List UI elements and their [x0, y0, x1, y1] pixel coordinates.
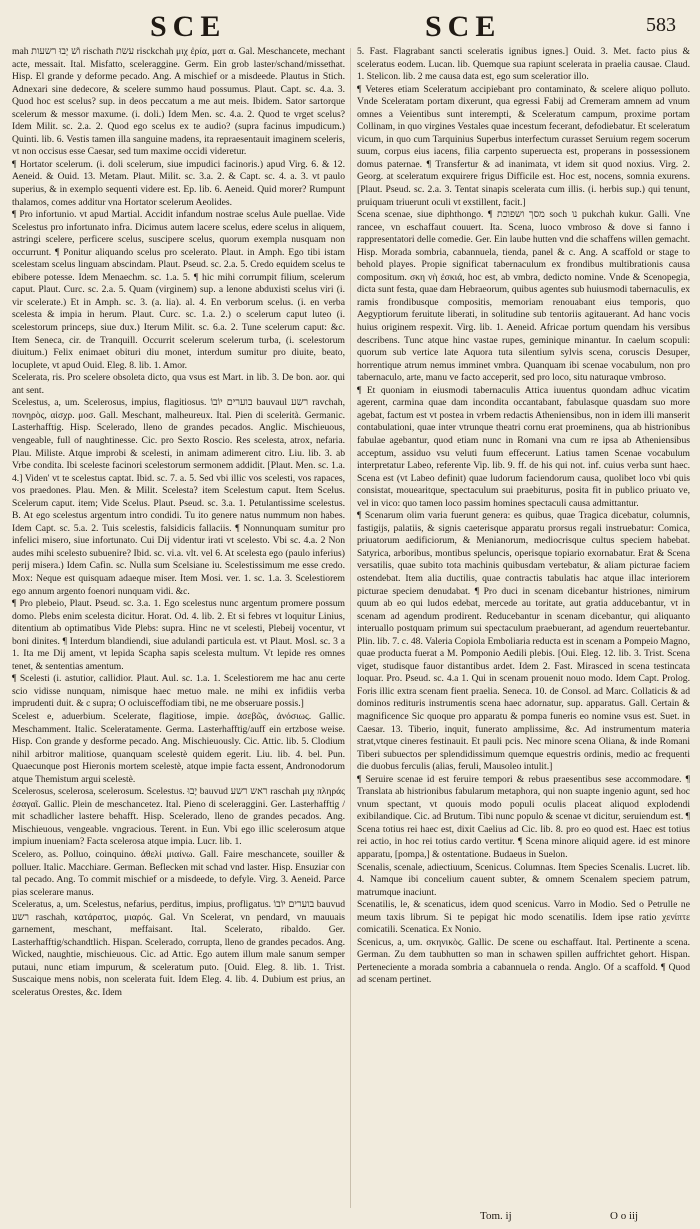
entry-paragraph: Scelerata, ris. Pro scelere obsoleta dicto, qua vsus est Mart. in lib. 3. De bon. aor. qui ant sent. [12, 372, 345, 396]
volume-label: Tom. ij [480, 1210, 512, 1222]
entry-paragraph: Sceleratus, a, um. Scelestus, nefarius, perditus, impius, profligatus. בוערים יוֹבוֹ bauvud רשע raschah, κατάρατος, μιαρός. Gal. Vn Scelerat, vn pendard, vn mauuais garnement, meschant, meffaisant. Ital. Scelerato, ribaldo. Ger. Lasterhafftig/schandtlich. Hispan. Scelerado, corrupta, lleno de grandes pecados. Ang. Wicked, naughtie, mischieuous. Cic. ad Attic. Ego autem illum male sanum semper putaui, nunc etiam impurum, & sceleratum puto. [Ouid. Eleg. 8. lib. 1. Trist. Suscaique mens nobis, non scelerata fuit. Idem Eleg. 4. lib. 4. Dubium est prius, an sceleratus Orestes, &c. Idem [12, 899, 345, 999]
entry-paragraph: Scenalis, scenale, adiectiuum, Scenicus. Columnas. Item Species Scenalis. Lucret. lib. 4. Namque ibi concelium cauent subter, & omnem Scenalem speciem patrum, matrumque inaciunt. [357, 861, 690, 898]
entry-paragraph: Scenatilis, le, & scenaticus, idem quod scenicus. Varro in Modio. Sed o Petrulle ne meum taxis librum. Si te pepigat hic modo scenatilis. Idem ipse ratio χενίπτε comicatili. Scenatica. Ex Nonio. [357, 899, 690, 936]
left-column [12, 46, 345, 1211]
entry-paragraph: ¶ Veteres etiam Sceleratum accipiebant pro contaminato, & scelere aliquo polluto. Vnde Sceleratam portam dixerunt, qua egressi Fabij ad Cremeram amnem ad vnum omnes a Veientibus sunt interempti, & Sceleratum campum, proxime portam Collinam, in quo virgines Vestales quae incestum fecerant, defodiebatur. Et sceleratum vicum, in quo cum Tarquinius Superbus interfectum curasset Seruium regem socerum suum, corpus eius iacens, filia carpento superuecta est, properans in possessionem domus paternae. ¶ Transfertur & ad inanimata, vt idem sit quod noxius. Virg. 2. Georg. at sceleratum exquirere frigus Difficile est. Hoc est, nocens, somnia exurens. [Plaut. Pseud. sc. 2.a. 3. Tentat sinapis scelerata cum illis. (i. herbis sup.) qui tenunt, pruiquam triuerunt oculi vt exstillent, facit.] [357, 83, 690, 208]
entry-paragraph: Scelero, as. Polluo, coinquino. ἀθελί μιαίνω. Gall. Faire meschancete, souiller & polluer. Italic. Macchiare. German. Beflecken mit schad vnd laster. Hisp. Ensuziar con tal pecado. Ang. To commit mischief or a misdeede, to defyle. Virg. 3. Aeneid. Parce pias scelerare manus. [12, 849, 345, 898]
page-footer [0, 1210, 700, 1226]
entry-paragraph: ¶ Scelesti (i. astutior, callidior. Plaut. Aul. sc. 1.a. 1. Scelestiorem me hac anu certe scio vidisse nunquam, nimisque haec metuo male. ne mihi ex infidiis verba imprudenti duit. & c supra; O ocluisceffodiam tibi, ne me obseruare possis.] [12, 673, 345, 710]
signature-mark: O o iij [610, 1210, 639, 1222]
entry-paragraph: mah וֹשׁ יְבוּ רשעות rischath עשת risckchah μιχ ἐρία, ματ α. Gal. Meschancete, mechant acte, messait. Ital. Misfatto, sceleraggine. Germ. Ein grob laster/schand/missethat. Hisp. El grande y deforme pecado. Ang. A mischief or a misdeede. Plautus in Stich. Adnexari sine dedecore, & scelere summo haud possumus. Plaut. Capt. sc. 4.a. 3. Quod hoc est scelus? sup. in deos peccatum a me aut meis. Ibidem. Sator sartorque scelerum & messor maxume. (i. doli.) Idem Men. sc. 4.a. 2. Quod te vrget scelus? Idem Milit. sc. 2.a. 2. Quod ego scelus ex te audio? (supra facinus impudicum.) Quinti. lib. 6. Vestis tamen illa sanguine madens, ita repraesentauit imaginem sceleris, vt non occisus esse Caesar, sed tum maxime occidi videretur. [12, 46, 345, 158]
page-header [0, 10, 700, 44]
entry-paragraph: 5. Fast. Flagrabant sancti sceleratis ignibus ignes.] Ouid. 3. Met. facto pius & sceleratus eodem. Lucan. lib. Quemque sua rapiunt scelerata in praelia causae. Claud. 1. Stelicon. lib. 2 me causa data est, ego sum sceleratior illo. [357, 46, 690, 83]
entry-paragraph: ¶ Hortator scelerum. (i. doli scelerum, siue impudici facinoris.) apud Virg. 6. & 12. Aeneid. & Ouid. 13. Metam. Plaut. Milit. sc. 3.a. 2. & Capt. sc. 4. a. 3. vt paulo superius, & in exemplo sequenti videre est. Ep. lib. 6. Aeneid. Quid morer? Rumpunt thalamos, comes additur vna Hortator scelerum Aeolides. [12, 158, 345, 208]
entry-paragraph: Scelest e, aduerbium. Scelerate, flagitiose, impie. ἀσεβῶς, ἀνόσιως. Gallic. Meschamment. Italic. Sceleratamente. Germa. Lasterhafftig/auff ein ertzbose weise. Hisp. Con grande y desforme pecado. Ang. Mischieuously. Cic. Attic. lib. 5. Clodium nihil arbitror malitiose, quanquam scelestè quidem egerit. Liu. lib. 4. bel. Pun. Quaecunque post Hieronis mortem scelestè, atque impie facta essent, Andronodorum atque Themistum argui scelestè. [12, 710, 345, 785]
entry-paragraph: ¶ Pro plebeio, Plaut. Pseud. sc. 3.a. 1. Ego scelestus nunc argentum promere possum domo. Plebs enim scelesta dicitur. Horat. Od. 4. lib. 2. Et si febres vt loquitur Linius, ditentium ab optimatibus Vide Plebs: supra. Hinc ne vt scelesti, Plebeij vocentur, vt boni dinites. ¶ Interdum blandiendi, siue adulandi particula est. vt Plaut. Mosl. sc. 3 a 1. Ita me Dij ament, vt lepida Scapha sapis scelesta multum. Vt lepide res omnes tenet, & sententias amentum. [12, 598, 345, 672]
entry-paragraph: Scelerosus, scelerosa, scelerosum. Scelestus. יָבוּ bauvud ראש רשע raschah μιχ πληράς ἐσαγαῖ. Gallic. Plein de meschancetez. Ital. Pieno di sceleraggini. Ger. Lasterhafftig / mit schadlicher lastere behafft. Hisp. Scelerado, lleno de grandes pecados. Ang. Mischieuous, vengeable. vngracious. Terent. in Eun. Vbi ego illic scelerosum atque impium inueniam? Facta scelerosa atque impia. Lucr. lib. 1. [12, 786, 345, 848]
running-head-left: SCE [150, 10, 227, 43]
entry-paragraph: ¶ Seruire scenae id est feruire tempori & rebus praesentibus sese accommodare. ¶ Translata ab histrionibus fabularum metaphora, qui non suapte ingenio agunt, sed hoc vnum spectant, vt quouis modo populi oculis placeat aliquod explodendi exibilandique. Cic. ad Brutum. Tibi nunc populo & scenae vt dicitur, seruiendum est. ¶ Scena totius rei haec est, dixit Caelius ad Cic. lib. 8. pro eo quod est. Haec est totius rei actio, in hoc rei totius cardo vertitur. ¶ Scena minore aliquid agere. id est minore apparatu, [pompa,] & ostentatione. Budaeus in Suelon. [357, 773, 690, 860]
entry-paragraph: ¶ Et quoniam in eiusmodi tabernaculis Attica iuuentus quondam adhuc vicatim agerent, carmina quae dam incondita occantabant, fabulasque quasdam suo more agebat, factum est vt postea in vrbem redactis Atheniensibus, non in idem illi manserit contabulationi, quae inter vtrunque theatri cornu erat proeminens, qua ab histrionibus fabulae agebantur, quod etiam nunc in Romani vna cum re ipsa ab Atheniensibus acceptum, assiduo vsu veluti fuum effecerunt. Latius tamen Scenae vocabulum interpretatur Labeo, referente Vip. lib. 9. ff. de his qui not. inf. cuius verba sunt haec. Scena est (vt Labeo definit) quae ludorum faciendorum causa, quolibet loco vbi quis consistat, mouearitque, spectaculum sui praebiturus, posita fit in publico priuato ve, vel in vico: quo tamen loco passim homines spectaculi causa admittantur. [357, 384, 690, 509]
page-number: 583 [646, 14, 676, 36]
right-column [357, 46, 690, 1211]
entry-paragraph: Scena scenae, siue diphthongo. ¶ מסך ושפוכת soch נו pukchah kukur. Galli. Vne rancee, vn eschaffaut couuert. Ita. Scena, luoco vmbroso & dove si fanno i rappresentatori delle comedie. Ger. Ein laube hutten vnd die schaffens willen gemacht. Hisp. Morada sombria, cabannuela, tienda, panel & c. Ang. A scaffold or stage to behold playes. Propie significat tabernaculum ex frondibus multibrationis causa compositum. σκη νὴ ἐσκιά, hoc est, ab vmbra, dedicto nomine. Vnde & Scenopegia, dicta sunt festa, quae dam Hebraeorum, quibus agentes sub huiusmodi tabernaculis, ex ramis frondibusque compositis, memoriam renouabant eius temporis, quo Aegyptiorum feruitute liberati, in solitudine sub tentoriis agitauerant. Ad hanc vocis huius originem respexit. Virg. lib. 1. Aeneid. Africae portum quendam his versibus describens. Tunc atque hinc vastae rupes, geminique minantur. In caelum scopuli: quorum sub vertice late Aquora tuta silentium sylvis scena, coruscis Desuper, horrentique atrum nemus imminet vmbra. Quanquam ibi scenae vocabulum, non pro tabernaculo, arte, manu ve facto acceperit, sed pro loco, situ naturaque vmbroso. [357, 209, 690, 384]
running-head-right: SCE [425, 10, 502, 43]
entry-paragraph: ¶ Scenarum olim varia fuerunt genera: es quibus, quae Tragica dicebatur, columnis, fastigijs, palatiis, & signis caeterisque apparatu prorsus regali instruebatur: Comica, priuatorum aedificiorum, & Menianorum, mediocrisque cultus speciem habebat. Satyrica, arboribus, montibus speluncis, operisque topiario exornabatur. Erat & Scena versatilis, quae subito tota machinis quibusdam vertebatur, & aliam picturae faciem ostendebat. Item alia ductilis, quae contractis tabulatis hac atque illac interiorem picturae speciem denudabat. ¶ Pro duci in scenam dicebantur histriones, nimirum quum ab eo qui ludos edebat, mercede au toritate, aut gratia adducebantur, vt in scenam ad agendum prodirent. Reducebantur in scenam dicebantur, qui aliquanto interuallo postquam primum sui spectaculum praebuerant, ad agendum reuertebantur. Plin. lib. 7. c. 48. Valeria Copiola Emboliaria reducta est in scenam a Pompeio Magno, quae producta fuerat a M. Pomponio Aedili plebis. [Oui. Eleg. 12. lib. 3. Trist. Scena viget, studisque fauor distantibus ardet. Idem 2. Fast. Mirasced in scena testincata loquar. Pro. Pseud. sc. 4.a 1. Qui in scenam prouenit nouo modo. Idem Capt. Prolog. Foris illic extra scenam fient praelia. Seneca. 10. de Consol. ad Marc. Collaticis & ad dominos redituris instrumentis scena haec adornatur, sup. apparatus. Gall. Certain & magnificence Sic quoque pro apparatu & pompa funeris eo nomine vsus est. Suet. in Caesar. 13. Tiberio, inquit, funerato amplissime, &c. Ad instrumentum materia strat,vtque cineres festinauit. Et pauli pcis. Nec minore scena Oliana, & inde Romani Tiberi subuectos per splendidissimum quemque equestris ordinis, medio ac frequenti die duobus ferculis (alias, feruli, Mausoleo intulit.] [357, 510, 690, 773]
entry-paragraph: Scelestus, a, um. Scelerosus, impius, flagitiosus. בוערים יוֹבוֹ bauvaul רשע ravchah, πονηρὸς, αἰσχρ. μοσ. Gall. Meschant, malheureux. Ital. Pien di scelerità. Germanic. Lasterhafftig. Hisp. Scelerado, lleno de grandes pecados. Anglic. Mischieuous, vengeable, full of naughtinesse. Cic. pro Sexto Roscio. Res scelesta, atrox, nefaria. Plau. Miliste. Atque improbi & scelesti, in animam adimerent citro. Liu. lib. 3. ab Vrbe condita. Ibi sceleste facinori scelestorum sermonem addidit. [Plaut. Men. sc. 1.a. 4.] Viden' vt te scelestus captat. Ibid. sc. 7. a. 5. Sed vbi illic vos scelesti, vos rapaces, vos praedones. Plau. Men. & Milit. Scelesta? item Scelestum caput. Item Scelus. Scelerum caput. item; Vide Scelus. Plaut. Pseud. sc. 3.a. 1. Petulantissime scelestus. B. At ego scelestus argentum intro condidi. Tu ito genere natus nummum non habes. Idem Capt. sc. 5.a. 2. Tuis scelestis, falsidicis fallaciis. ¶ Nonnunquam sumitur pro infelici misero, siue infortunato. Cui Dij videntur irati vt scelesto. Vbi sc. 4.a. 2 Non audes mihi scelesto subuenire? Ibid. sc. vi.a. vlt. vel 6. At scelesta ego (paulo inferius) perij misera.) Idem Cafin. sc. Nulla sum Scelsiane iu. Scelestissimum me esse credo. Mox: Neque est quisquam adaeque miser. Item Mosi. ver. 1. sc. 1.a. 3. Scelestiorem ego annum argento foenori nunquam vidi. &c. [12, 397, 345, 597]
entry-paragraph: ¶ Pro infortunio. vt apud Martial. Accidit infandum nostrae scelus Aule puellae. Vide Scelestus pro infortunato infra. Dicimus autem lacere scelus, edere scelus in aliquem, astringi scelere, perficere scelus, suscipere scelus, quorum exempla nusquam non occurrunt. ¶ Ponitur aliquando scelus pro scelerato. Plaut. in Amph. Ego tibi istam scelestam scelus linguam abscindam. Plaut. Pseud. sc. 2.a. 5. Credo equidem scelus te ebibere potesse. Idem Menaechm. sc. 1.a. 5. ¶ hic mihi corrumpit filium, scelerum caput. Plaut. Curc. sc. 2.a. 5. Quam (virginem) sup. a lenone abduxisti scelus viri (i. vir scelerate.) Et in Amph. sc. 3. (a. lia). al. 4. En verborum scelus. (i. en verba scelesta & impia in herum. Plaut. Curc. sc. 1.a. 2.) o scelerum caput luteo (i. scelestorum princeps, siue dux.) Iterum Milit. sc. 6.a. 2. Tune scelerum caput: &c. Item Seneca, cir. de Tranquill. Occurrit scelerum scelerum turba, (i. scelestorum diuitum.) Felix enimaet obituri diu monet, interdum sumitur pro diuite, beato, locuplete, vt apud Ouid. Eleg. 8. lib. 1. Amor. [12, 209, 345, 371]
entry-paragraph: Scenicus, a, um. σκηνικὸς. Gallic. De scene ou eschaffaut. Ital. Pertinente a scena. German. Zu dem taubhutten so man in schawen spillen auffrichtet gehort. Hispan. Perteneciente a morada sombria a cabannuela o renda. Anglo. Of a scaffold. ¶ Quod ad scenam pertinet. [357, 936, 690, 986]
column-divider [350, 48, 351, 1208]
